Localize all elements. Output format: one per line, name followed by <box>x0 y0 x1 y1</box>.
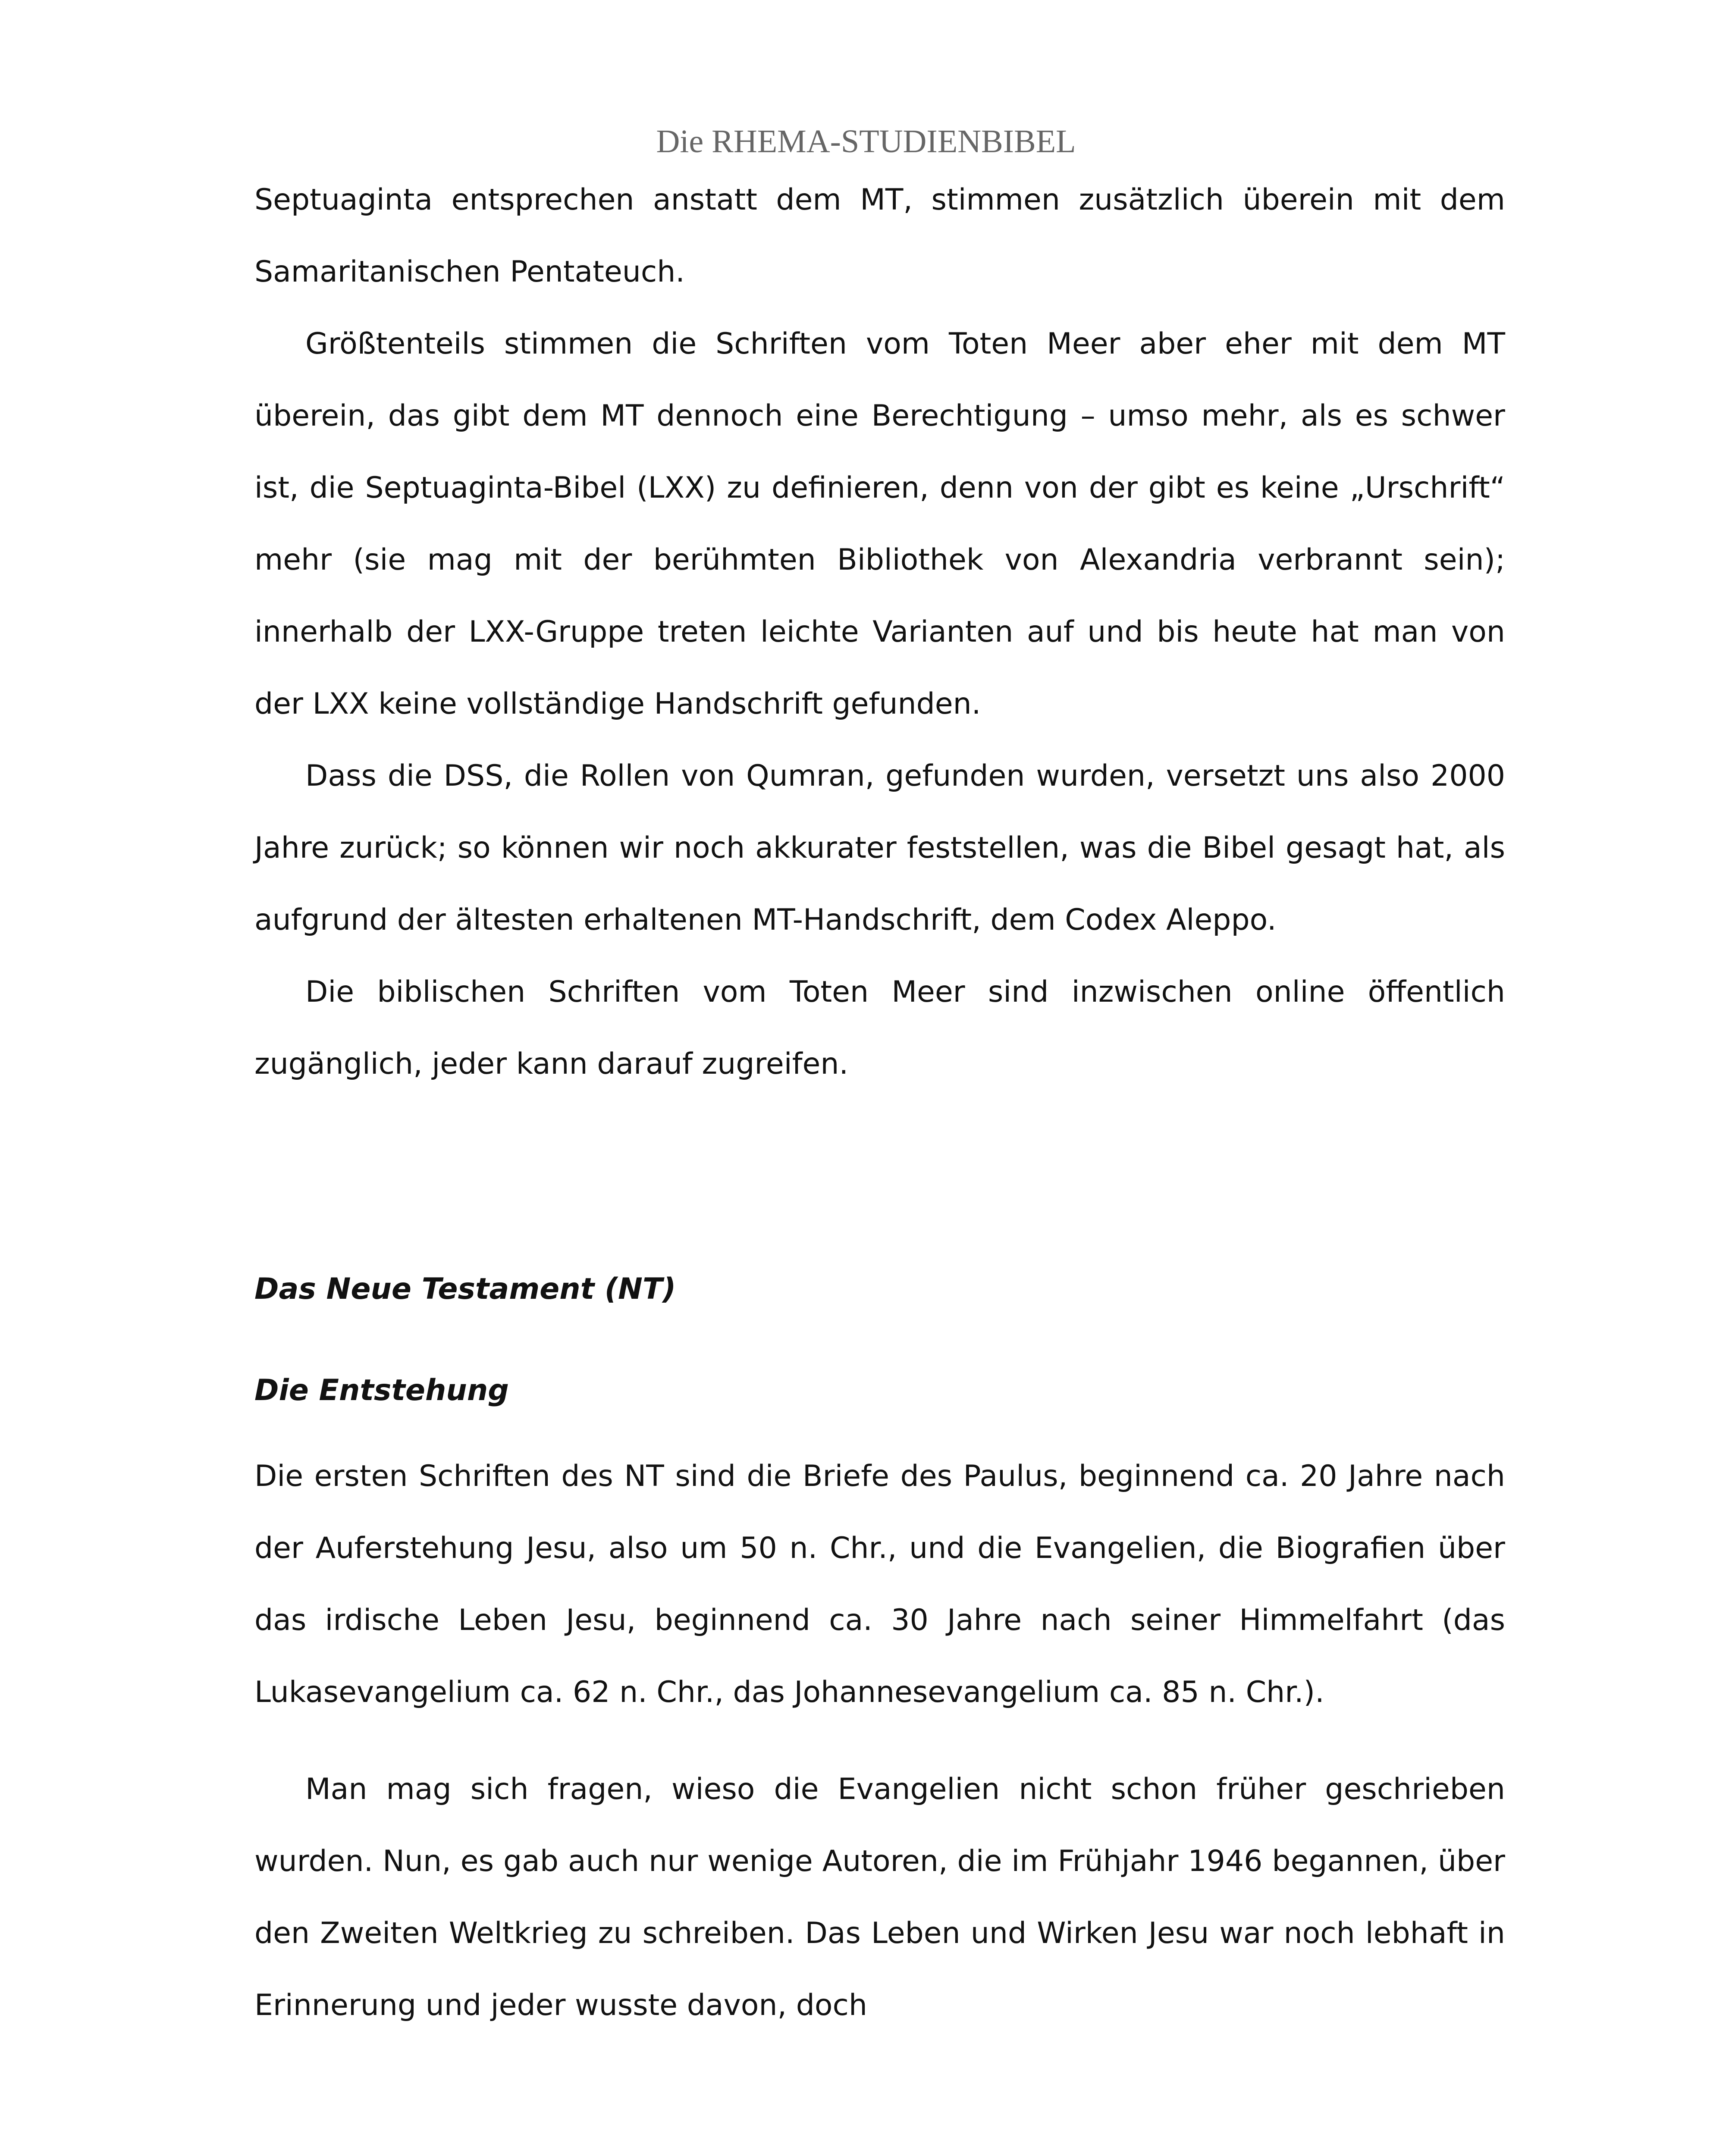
section-heading-new-testament: Das Neue Testament (NT) <box>254 1272 676 1306</box>
paragraph-online-access: Die biblischen Schriften vom Toten Meer sind inzwischen online öffentlich zugänglich, jeder kann darauf zugreifen. <box>254 975 1505 1081</box>
section-spacer <box>254 1100 1505 1253</box>
paragraph-first-writings: Die ersten Schriften des NT sind die Briefe des Paulus, beginnend ca. 20 Jahre nach der Auferstehung Jesu, also um 50 n. Chr., und die Evangelien, die Biografien über das irdische Leben Jesu, beginnend ca. 30 Jahre nach seiner Himmelfahrt (das Lukasevangelium ca. 62 n. Chr., das Johannesevangelium ca. 85 n. Chr.). <box>254 1459 1505 1709</box>
heading-spacer <box>254 1426 1505 1440</box>
paragraph-dead-sea-scrolls-mt: Größtenteils stimmen die Schriften vom Toten Meer aber eher mit dem MT überein, das gibt dem MT dennoch eine Berechtigung – umso mehr, als es schwer ist, die Septuaginta-Bibel (LXX) zu definieren, denn von der gibt es keine „Urschrift“ mehr (sie mag mit der berühmten Bibliothek von Alexandria verbrannt sein); innerhalb der LXX-Gruppe treten leichte Varianten auf und bis heute hat man von der LXX keine vollständige Handschrift gefunden. <box>254 327 1505 721</box>
paragraph-spacer <box>254 1728 1505 1753</box>
heading-spacer <box>254 1325 1505 1354</box>
body-text <box>254 164 1505 2041</box>
running-header: Die RHEMA-STUDIENBIBEL <box>656 123 1076 160</box>
paragraph-qumran-rolls: Dass die DSS, die Rollen von Qumran, gefunden wurden, versetzt uns also 2000 Jahre zurück; so können wir noch akkurater feststellen, was die Bibel gesagt hat, als aufgrund der ältesten erhaltenen MT-Handschrift, dem Codex Aleppo. <box>254 759 1505 937</box>
paragraph-septuaginta-continuation: Septuaginta entsprechen anstatt dem MT, stimmen zusätzlich überein mit dem Samaritanischen Pentateuch. <box>254 183 1505 289</box>
paragraph-why-gospels-later: Man mag sich fragen, wieso die Evangelien nicht schon früher geschrieben wurden. Nun, es gab auch nur wenige Autoren, die im Frühjahr 1946 begannen, über den Zweiten Weltkrieg zu schreiben. Das Leben und Wirken Jesu war noch lebhaft in Erinnerung und jeder wusste davon, doch <box>254 1772 1505 2022</box>
subsection-heading-origin: Die Entstehung <box>254 1373 509 1407</box>
